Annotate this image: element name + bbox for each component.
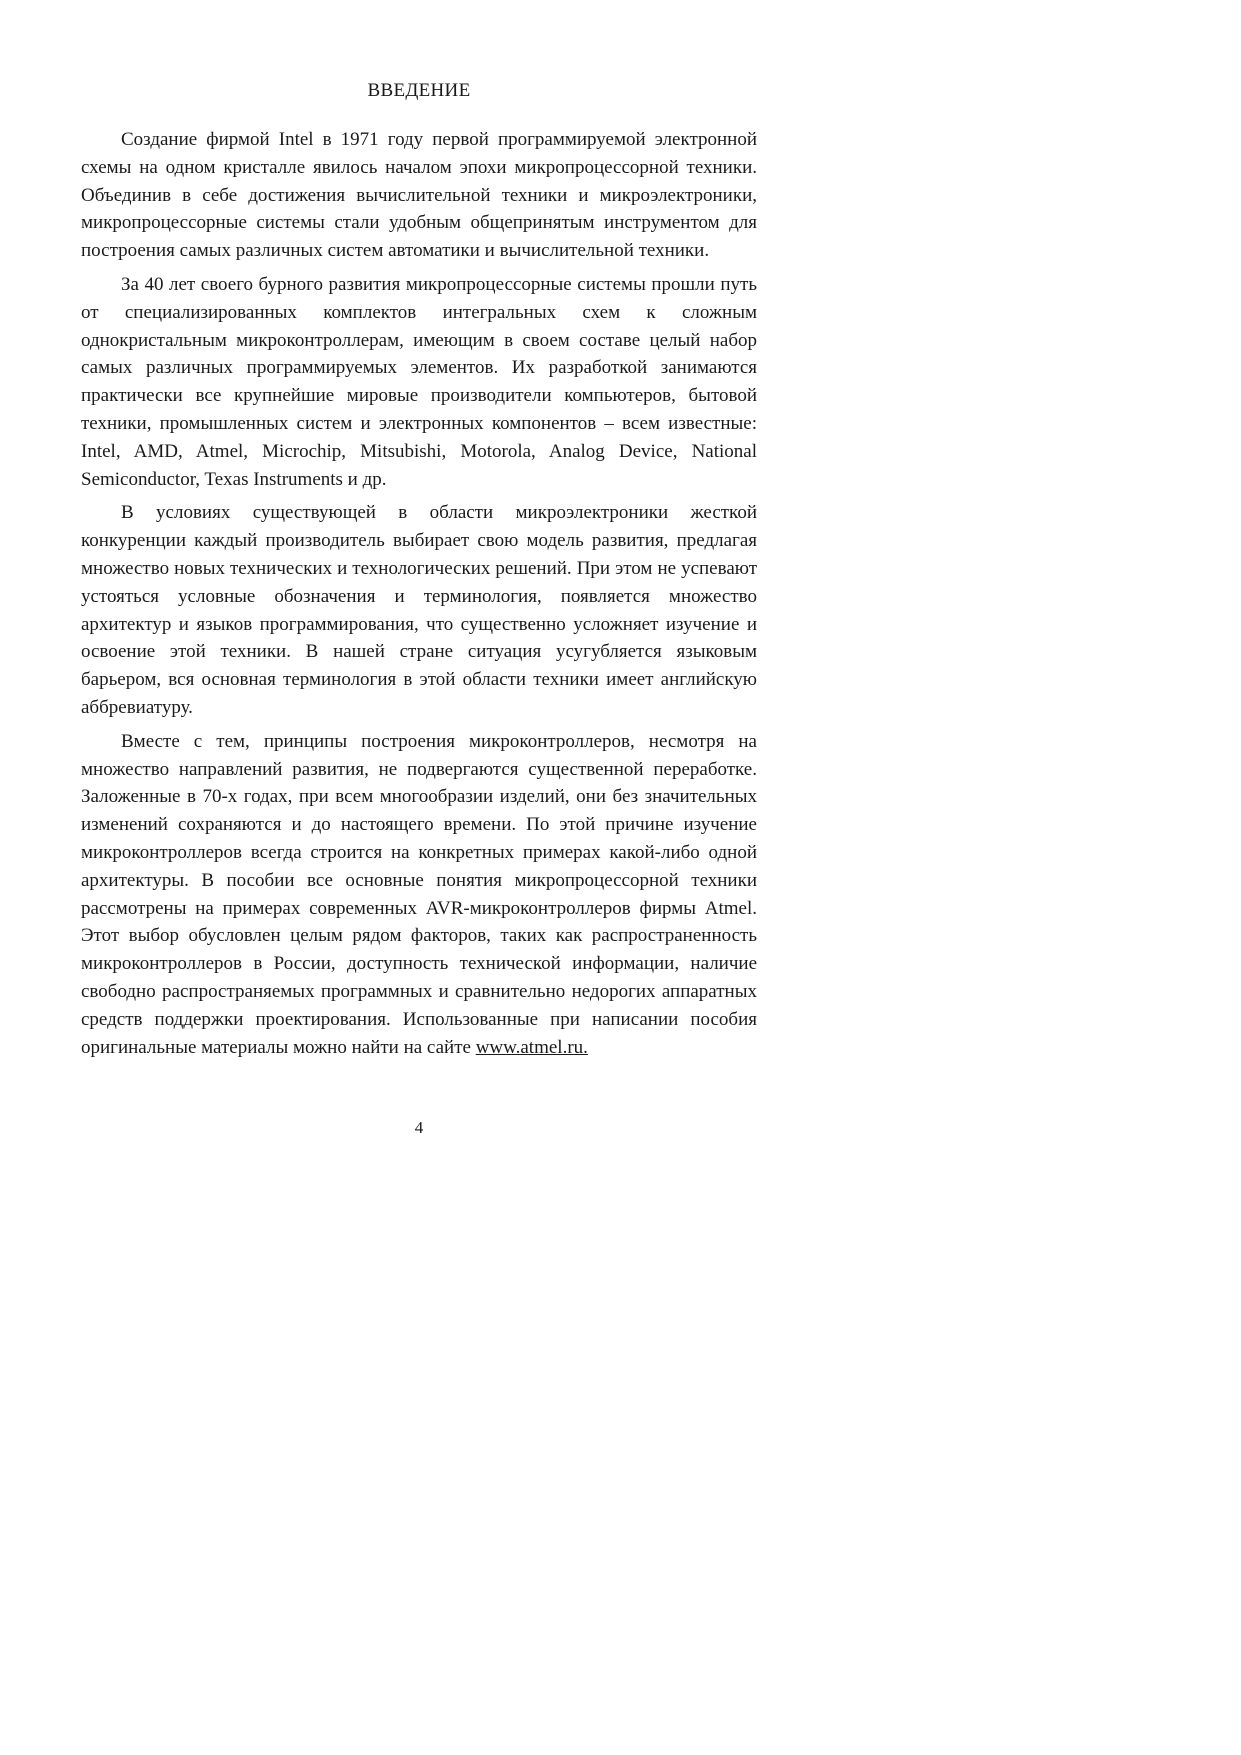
page-title: ВВЕДЕНИЕ [367, 80, 471, 101]
paragraph-2: За 40 лет своего бурного развития микропроцессорные системы прошли путь от специализированных комплектов интегральных схем к сложным однокристальным микроконтроллерам, имеющим в своем составе целый набор самых различных программируемых элементов. Их разработкой занимаются практически все крупнейшие мировые производители компьютеров, бытовой техники, промышленных систем и электронных компонентов – всем известные: Intel, AMD, Atmel, Microchip, Mitsubishi, Motorola, Analog Device, National Semiconductor, Texas Instruments и др. [81, 273, 757, 490]
paragraph-4-text: Вместе с тем, принципы построения микроконтроллеров, несмотря на множество направлений развития, не подвергаются существенной переработке. Заложенные в 70-х годах, при всем многообразии изделий, они без значительных изменений сохраняются и до настоящего времени. По этой причине изучение микроконтроллеров всегда строится на конкретных примерах какой-либо одной архитектуры. В пособии все основные понятия микропроцессорной техники рассмотрены на примерах современных AVR-микроконтроллеров фирмы Atmel. Этот выбор обусловлен целым рядом факторов, таких как распространенность микроконтроллеров в России, доступность технической информации, наличие свободно распространяемых программных и сравнительно недорогих аппаратных средств поддержки проектирования. Использованные при написании пособия оригинальные материалы можно найти на сайте [81, 730, 757, 1058]
paragraph-3: В условиях существующей в области микроэлектроники жесткой конкуренции каждый производитель выбирает свою модель развития, предлагая множество новых технических и технологических решений. При этом не успевают устояться условные обозначения и терминология, появляется множество архитектур и языков программирования, что существенно усложняет изучение и освоение этой техники. В нашей стране ситуация усугубляется языковым барьером, вся основная терминология в этой области техники имеет английскую аббревиатуру. [81, 502, 757, 718]
paragraph-1: Создание фирмой Intel в 1971 году первой программируемой электронной схемы на одном кристалле явилось началом эпохи микропроцессорной техники. Объединив в себе достижения вычислительной техники и микроэлектроники, микропроцессорные системы стали удобным общепринятым инструментом для построения самых различных систем автоматики и вычислительной техники. [81, 129, 757, 262]
paragraph-4 [81, 728, 757, 1062]
atmel-link[interactable]: www.atmel.ru. [475, 1036, 588, 1058]
body-text [81, 126, 757, 1067]
page-number: 4 [414, 1118, 424, 1137]
